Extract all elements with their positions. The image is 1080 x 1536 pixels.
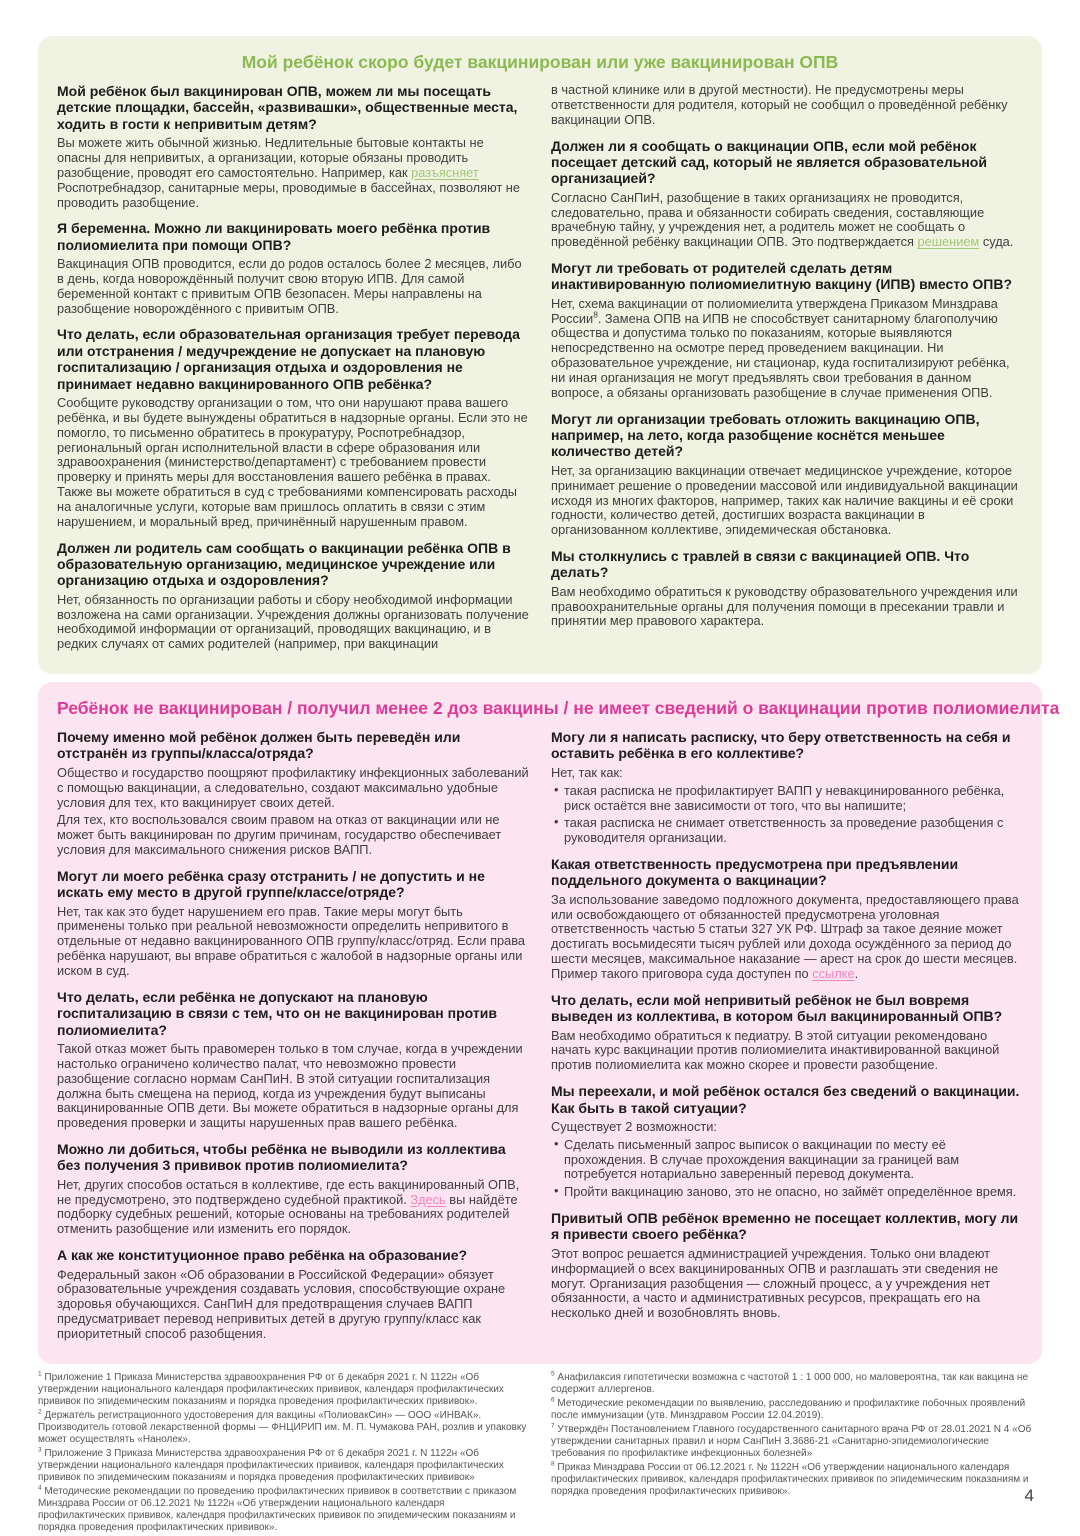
qa-item: [57, 1141, 529, 1237]
qa-item: [57, 729, 529, 858]
section-title-vaccinated: Мой ребёнок скоро будет вакцинирован или уже вакцинирован ОПВ: [241, 52, 839, 72]
qa-item: [57, 540, 529, 653]
footnotes: [38, 1372, 1042, 1536]
footnote: $^4$ Методические рекомендации по проведению профилактических прививок в соответствии с приказом Минздрава России от 06.12.2021 № 1122н «Об утверждении национального календаря профилактических прививок, календаря профилактических прививок по эпидемическим показаниям и порядка проведения профилактических прививок».: [38, 1484, 517, 1533]
answer-paragraph: Нет, так как:: [551, 764, 623, 780]
question-heading: Можно ли добиться, чтобы ребёнка не выводили из коллектива без получения 3 прививок против полиомиелита?: [57, 1141, 506, 1174]
qa-item: [551, 729, 1023, 846]
section-opv-vaccinated: [38, 36, 1042, 674]
footnote: $^2$ Держатель регистрационного удостоверения для вакцины «ПолиовакСин» — ООО «ИНВАК». Производитель готовой лекарственной формы — ФНЦИРИП им. М. П. Чумакова РАН, розлив и упаковку может осуществлять «Нанолек».: [38, 1408, 527, 1445]
footnote-number: 2: [38, 1408, 42, 1416]
column-right: [551, 729, 1023, 1352]
inline-link[interactable]: разъясняет: [411, 164, 479, 180]
section-not-vaccinated: [38, 682, 1060, 1364]
section-title-not-vaccinated: Ребёнок не вакцинирован / получил менее 2 доз вакцины / не имеет сведений о вакцинации против полиомиелита: [57, 698, 1060, 719]
answer-paragraph: Существует 2 возможности:: [551, 1118, 717, 1134]
answer-paragraph: Нет, обязанность по организации работы и сбору необходимой информации возложена на сами организации. Учреждения должны организовать получение необходимой информации от организаций, проводящих вакцинацию, и в редких случаях от самих родителей (например, при вакцинации: [57, 591, 529, 652]
footnote: $^5$ Анафилаксия гипотетически возможна с частотой 1 : 1 000 000, но маловероятна, так как вакцина не содержит аллергенов.: [551, 1370, 1029, 1395]
question-heading: А как же конституционное право ребёнка на образование?: [57, 1247, 468, 1264]
column-right: [551, 83, 1023, 662]
answer-paragraph: Вакцинация ОПВ проводится, если до родов осталось более 2 месяцев, либо в день, когда новорождённый получит свою вторую ИПВ. Для самой беременной контакт с привитым ОПВ безопасен. Меры направлены на разобщение новорождённого с привитым ОПВ.: [57, 256, 522, 316]
answer-paragraph: Такой отказ может быть правомерен только в том случае, когда в учреждении настолько ограничено количество палат, что невозможно провести разобщение согласно нормам СанПиН. В этой ситуации госпитализация должна быть смещена на период, когда из учреждения будут выписаны вакцинированные ОПВ дети. Вы можете обратиться в надзорные органы для проведения проверки и защиты нарушенных прав вашего ребёнка.: [57, 1040, 523, 1131]
question-heading: Что делать, если ребёнка не допускают на плановую госпитализацию в связи с тем, что он не вакцинирован против полиомиелита?: [57, 988, 497, 1038]
qa-item: [551, 1210, 1023, 1321]
question-heading: Могут ли организации требовать отложить вакцинацию ОПВ, например, на лето, когда разобщение коснётся меньшее количество детей?: [551, 410, 980, 460]
answer-paragraph: в частной клинике или в другой местности). Не предусмотрены меры ответственности для родителя, который не сообщил о проведённой ребёнку вакцинации ОПВ.: [551, 82, 1008, 127]
answer-paragraph: Нет, других способов остаться в коллективе, где есть вакцинированный ОПВ, не предусмотрено, это подтверждено судебной практикой. Здесь вы найдёте подборку судебных решений, которые основаны на требованиях родителей отменить разобщение или изменить его порядок.: [57, 1176, 520, 1237]
footnote: $^8$ Приказ Минздрава России от 06.12.2021 г. № 1122Н «Об утверждении национального календаря профилактических прививок, календаря профилактических прививок по эпидемическим показаниям и порядка проведения профилактических прививок».: [551, 1460, 1029, 1497]
inline-link[interactable]: Здесь: [410, 1191, 446, 1207]
answer-paragraph: Согласно СанПиН, разобщение в таких организациях не проводится, следовательно, права и обязанности собирать сведения, составляющие врачебную тайну, у учреждения нет, а родитель может не сообщать о проведённой ребёнку вакцинации ОПВ. Это подтверждается решением суда.: [551, 189, 1014, 250]
question-heading: Должен ли родитель сам сообщать о вакцинации ребёнка ОПВ в образовательную организацию, медицинское учреждение или организацию отдыха и оздоровления?: [57, 539, 511, 589]
qa-item: [551, 548, 1023, 629]
answer-paragraph: За использование заведомо подложного документа, предоставляющего права или освобождающего от обязанностей предусмотрена уголовная ответственность частью 5 статьи 327 УК РФ. Штраф за такое деяние может достигать восьмидесяти тысяч рублей или дохода осуждённого за период до шести месяцев, максимальное наказание — арест на срок до шести месяцев. Пример такого приговора суда доступен по ссылке.: [551, 891, 1019, 981]
qa-item: [551, 411, 1023, 538]
qa-item: [57, 1247, 529, 1342]
footnote-number: 1: [38, 1370, 42, 1378]
question-heading: Мы столкнулись с травлей в связи с вакцинацией ОПВ. Что делать?: [551, 548, 970, 581]
question-heading: Мой ребёнок был вакцинирован ОПВ, можем ли мы посещать детские площадки, бассейн, «развивашки», общественные места, ходить в гости к непривитым детям?: [57, 83, 518, 132]
qa-item: [551, 260, 1023, 401]
footnote-number: 7: [551, 1422, 555, 1430]
qa-item: [551, 992, 1023, 1073]
qa-item: [551, 83, 1023, 128]
question-heading: Могут ли требовать от родителей сделать детям инактивированную полиомиелитную вакцину (ИПВ) вместо ОПВ?: [551, 260, 1013, 293]
question-heading: Я беременна. Можно ли вакцинировать моего ребёнка против полиомиелита при помощи ОПВ?: [57, 220, 491, 253]
qa-item: [551, 138, 1023, 251]
footnote: $^3$ Приложение 3 Приказа Министерства здравоохранения РФ от 6 декабря 2021 г. N 1122н «Об утверждении национального календаря профилактических прививок, календаря профилактических прививок по эпидемическим показаниям и порядка проведения профилактических прививок»: [38, 1446, 504, 1483]
answer-paragraph: Общество и государство поощряют профилактику инфекционных заболеваний с помощью вакцинации, а следовательно, создают максимально удобные условия для тех, кто вакцинирует своих детей.: [57, 764, 529, 810]
qa-item: [57, 83, 529, 210]
qa-item: [551, 856, 1023, 982]
footnote-ref: 8: [593, 309, 598, 320]
column-left: [57, 729, 529, 1352]
answer-paragraph: Нет, так как это будет нарушением его прав. Такие меры могут быть применены только при реальной невозможности определить непривитого в отдельные от недавно вакцинированного ОПВ группу/класс/отряд. Если права ребёнка нарушают, вы вправе обратиться с жалобой в надзорные органы или иском в суд.: [57, 903, 526, 978]
column-left: [57, 83, 529, 662]
inline-link[interactable]: решением: [917, 234, 980, 250]
answer-bullet: • Сделать письменный запрос выписок о вакцинации по месту её прохождения. В случае прохождения вакцинации за границей вам потребуется нотариально заверенный перевод документа.: [551, 1138, 1023, 1183]
question-heading: Какая ответственность предусмотрена при предъявлении поддельного документа о вакцинации?: [551, 856, 959, 889]
answer-paragraph: Для тех, кто воспользовался своим правом на отказ от вакцинации или не может быть вакцинирован по другим причинам, государство обеспечивает условия для максимального снижения рисков ВАПП.: [57, 812, 502, 858]
qa-item: [57, 868, 529, 979]
question-heading: Могут ли моего ребёнка сразу отстранить / не допустить и не искать ему место в другой группе/классе/отряде?: [57, 867, 485, 901]
qa-item: [551, 1083, 1023, 1200]
answer-paragraph: Федеральный закон «Об образовании в Российской Федерации» обязует образовательные учреждения создавать условия, способствующие охране здоровья обучающихся. СанПиН для предотвращения случаев ВАПП предусматривает перевод непривитых детей в другую группу/класс как приоритетный способ разобщения.: [57, 1266, 506, 1341]
footnote-number: 8: [551, 1460, 555, 1468]
footnote-number: 5: [551, 1370, 555, 1378]
footnote: $^7$ Утверждён Постановлением Главного государственного санитарного врача РФ от 28.01.2021 N 4 «Об утверждении санитарных правил и норм СанПиН 3.3686-21 «Санитарно-эпидемиологические требования по профилактике инфекционных болезней»: [551, 1422, 1032, 1459]
answer-bullet: • такая расписка не снимает ответственность за проведение разобщения с руководителя организации.: [551, 816, 1023, 846]
answer-bullet: • такая расписка не профилактирует ВАПП у невакцинированного ребёнка, риск остаётся вне зависимости от того, что вы напишите;: [551, 784, 1023, 814]
answer-paragraph: Вы можете жить обычной жизнью. Недлительные бытовые контакты не опасны для непривитых, а организации, которые обязаны проводить разобщение, проводят его самостоятельно. Например, как разъясняет Роспотребнадзор, санитарные меры, проводимые в бассейнах, позволяют не проводить разобщение.: [57, 135, 520, 210]
footnote: $^1$ Приложение 1 Приказа Министерства здравоохранения РФ от 6 декабря 2021 г. N 1122н «Об утверждении национального календаря профилактических прививок, календаря профилактических прививок по эпидемическим показаниям и порядка проведения профилактических прививок».: [38, 1370, 504, 1407]
question-heading: Что делать, если образовательная организация требует перевода или отстранения / медучреждение не допускает на плановую госпитализацию / организация отдыха и оздоровления не принимает недавно вакцинированного ОПВ ребёнка?: [57, 326, 520, 392]
qa-item: [57, 220, 529, 316]
footnotes-right: [551, 1372, 1042, 1500]
answer-bullet: • Пройти вакцинацию заново, это не опасно, но займёт определённое время.: [551, 1185, 1023, 1200]
page-number: 4: [1024, 1486, 1034, 1505]
question-heading: Что делать, если мой непривитый ребёнок не был вовремя выведен из коллектива, в котором был вакцинированный ОПВ?: [551, 991, 1003, 1025]
qa-item: [57, 326, 529, 529]
question-heading: Мы переехали, и мой ребёнок остался без сведений о вакцинации. Как быть в такой ситуации?: [551, 1083, 1020, 1116]
question-heading: Могу ли я написать расписку, что беру ответственность на себя и оставить ребёнка в его коллективе?: [551, 729, 1011, 762]
answer-paragraph: Этот вопрос решается администрацией учреждения. Только они владеют информацией о всех вакцинированных ОПВ и разглашать эти сведения не могут. Организация разобщения — сложный процесс, а у учреждения нет обязанности, а часто и административных ресурсов, прекращать его на несколько дней и возобновлять вновь.: [551, 1245, 999, 1321]
answer-paragraph: Вам необходимо обратиться к педиатру. В этой ситуации рекомендовано начать курс вакцинации против полиомиелита инактивированной вакциной против полиомиелита как можно скорее и провести разобщение.: [551, 1027, 1000, 1073]
answer-paragraph: Нет, схема вакцинации от полиомиелита утверждена Приказом Минздрава России$^8$. Замена ОПВ на ИПВ не способствует санитарному благополучию общества и допустима только по показаниям, которые выявляются непосредственно на осмотре перед проведением вакцинации. Ни образовательное учреждение, ни стационар, куда госпитализируют ребёнка, ни иная организация не могут предъявлять свои требования в данном вопросе, а обязаны организовать разобщение в случае применения ОПВ.: [551, 295, 1010, 400]
inline-link[interactable]: ссылке: [812, 966, 855, 981]
footnote-number: 6: [551, 1396, 555, 1404]
footnote-number: 3: [38, 1446, 42, 1454]
question-heading: Почему именно мой ребёнок должен быть переведён или отстранён из группы/класса/отряда?: [57, 729, 461, 762]
qa-item: [57, 989, 529, 1131]
footnote: $^6$ Методические рекомендации по выявлению, расследованию и профилактике побочных проявлений после иммунизации (утв. Минздравом России 12.04.2019).: [551, 1396, 1026, 1421]
question-heading: Привитый ОПВ ребёнок временно не посещает коллектив, могу ли я привести своего ребёнка?: [551, 1210, 1019, 1243]
answer-paragraph: Нет, за организацию вакцинации отвечает медицинское учреждение, которое принимает решение о проведении массовой или индивидуальной вакцинации исходя из многих факторов, например, таких как наличие вакцины и её сроки годности, количество детей, достигших возраста вакцинации в организованном коллективе, эпидемическая обстановка.: [551, 462, 1018, 538]
footnotes-left: [38, 1372, 529, 1536]
footnote-number: 4: [38, 1484, 42, 1492]
question-heading: Должен ли я сообщать о вакцинации ОПВ, если мой ребёнок посещает детский сад, который не является образовательной организацией?: [551, 137, 987, 187]
answer-paragraph: Вам необходимо обратиться к руководству образовательного учреждения или правоохранительные органы для получения помощи в пресекании травли и принятии мер правового характера.: [551, 583, 1018, 629]
two-column-layout: [57, 83, 1023, 662]
answer-paragraph: Сообщите руководству организации о том, что они нарушают права вашего ребёнка, и вы будете вынуждены обратиться в надзорные органы. Если это не помогло, то письменно обратитесь в прокуратуру, Роспотребнадзор, региональный орган исполнительной власти в сфере образования или здравоохранения (министерство/департамент) с требованием провести проверку и принять меры для восстановления вашего ребёнка в правах. Также вы можете обратиться в суд с требованиями компенсировать расходы на аналогичные услуги, которые вам пришлось оплатить в связи с этим нарушением, и моральный вред, причинённый нарушенным правом.: [57, 394, 528, 529]
two-column-layout: [57, 729, 1023, 1352]
